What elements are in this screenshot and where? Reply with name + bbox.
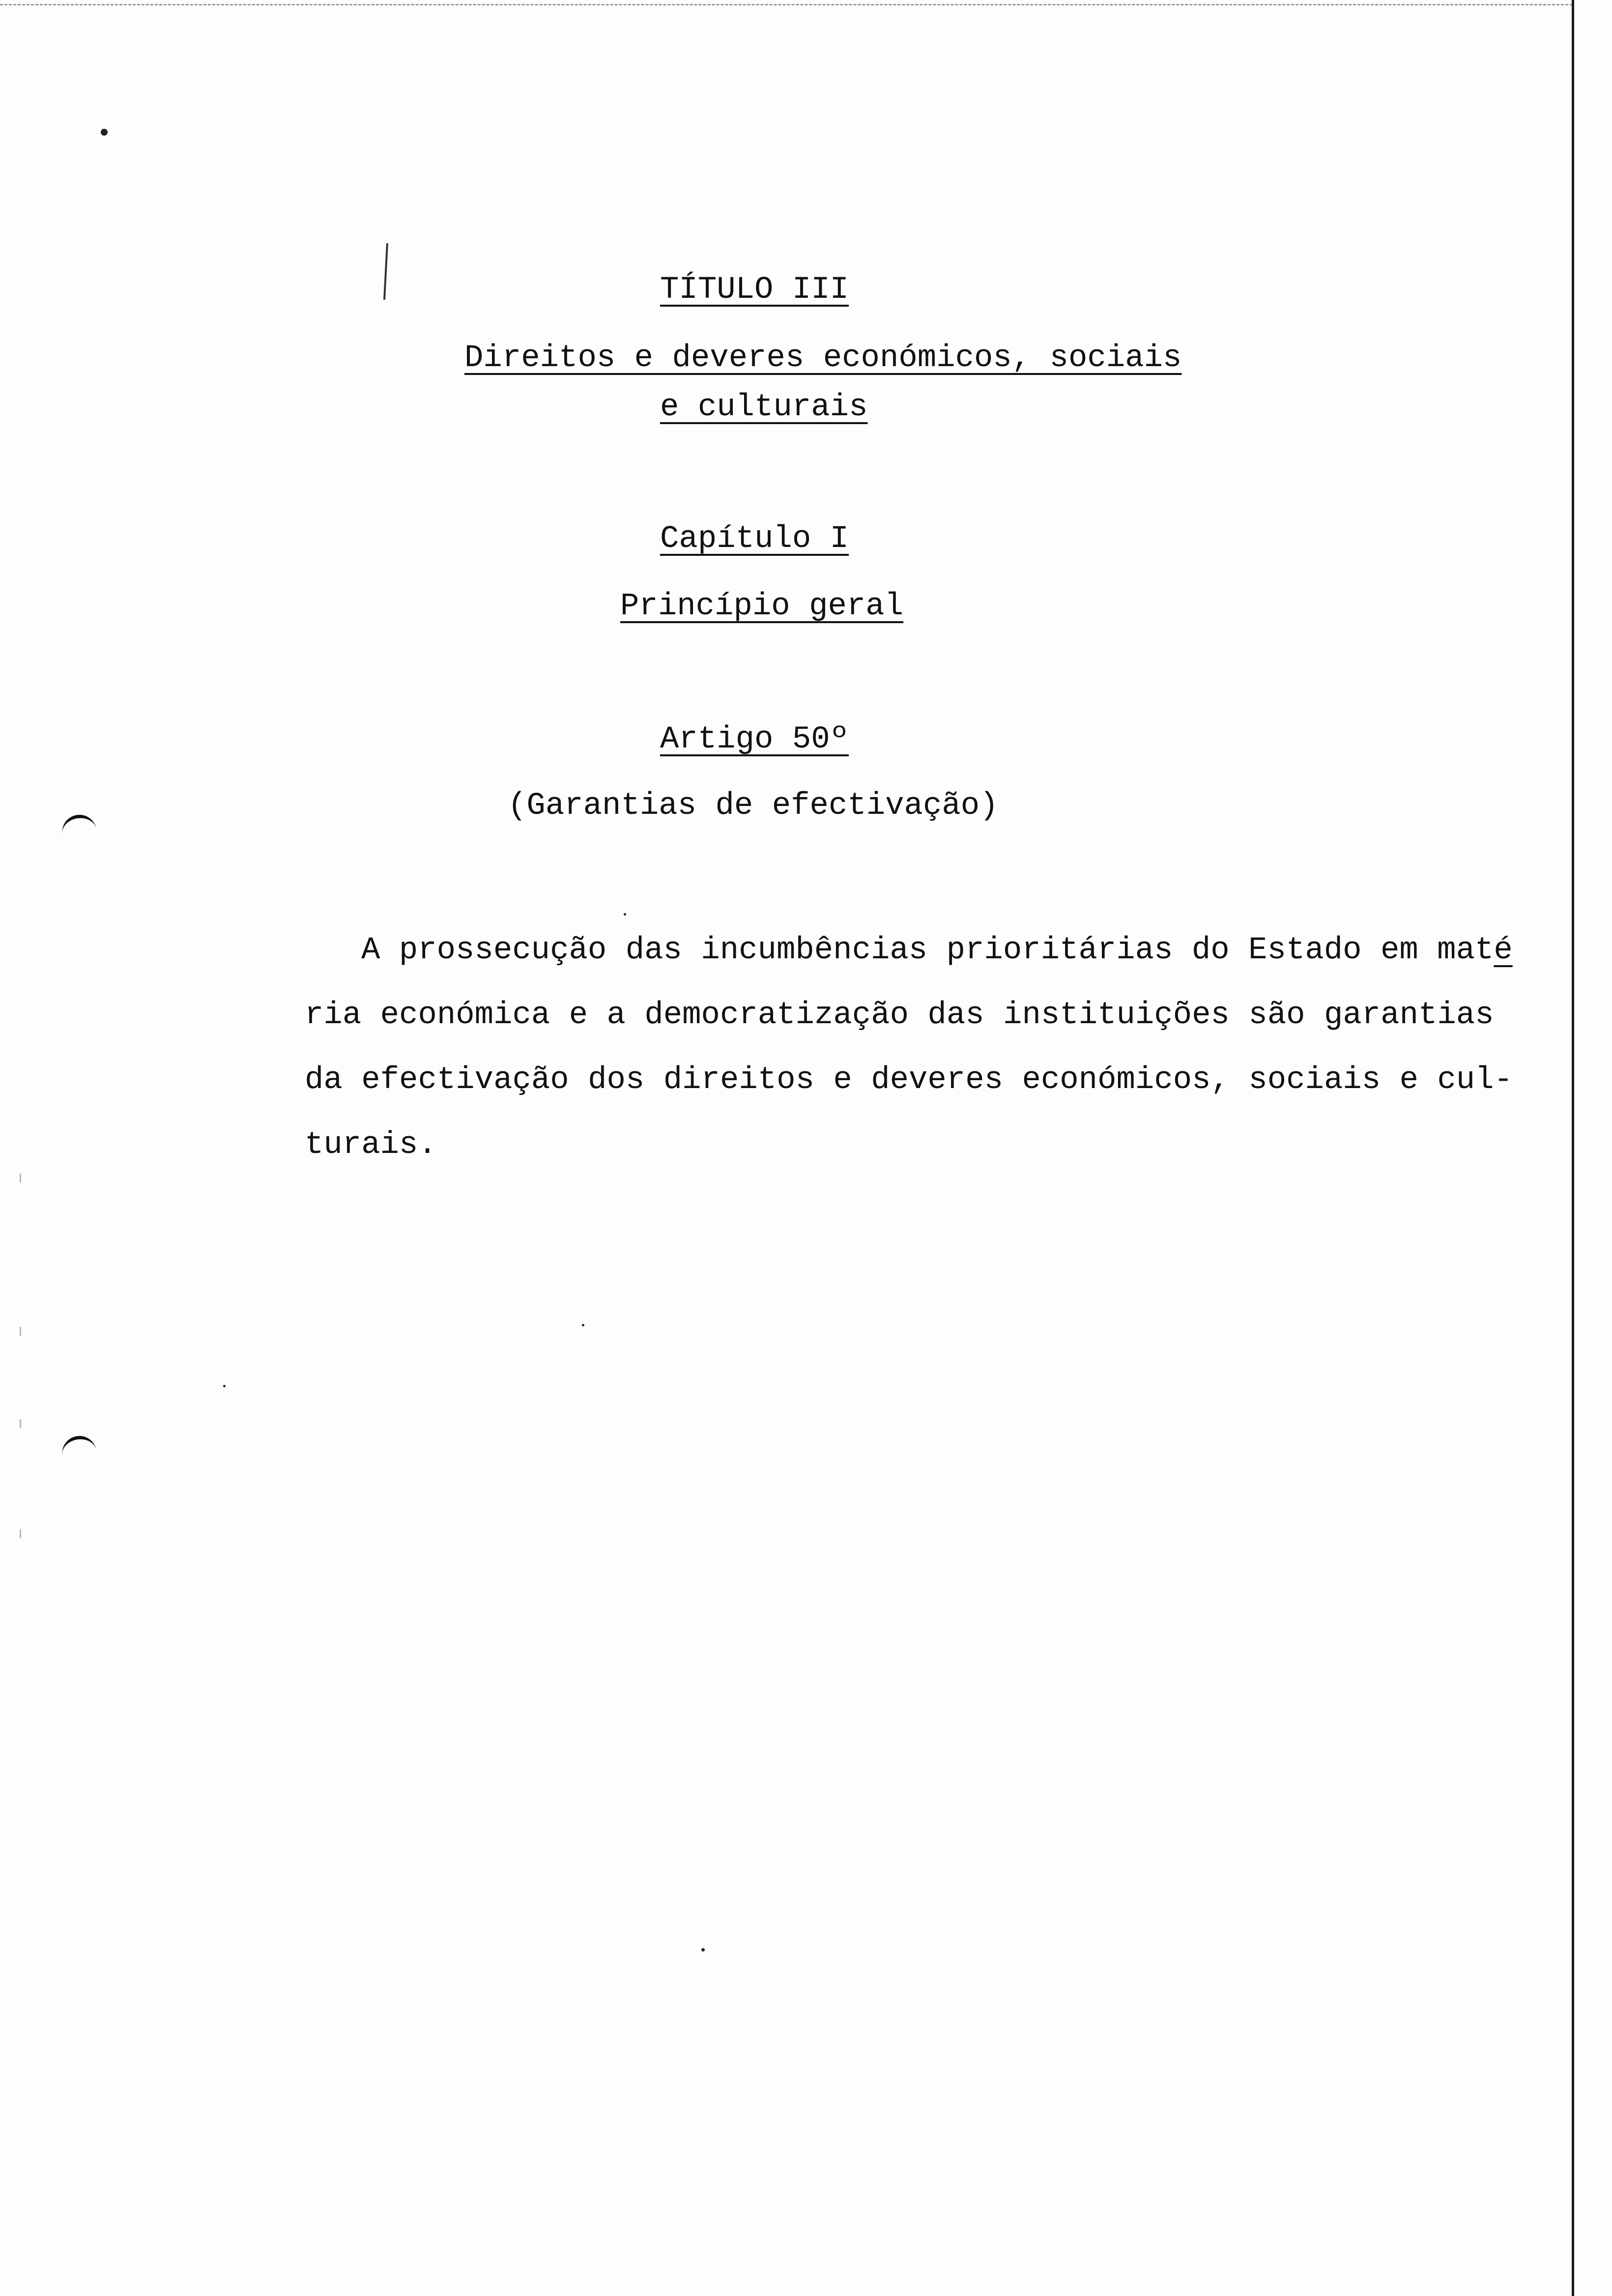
page-right-border bbox=[1572, 0, 1574, 2296]
title-subtitle-line1: Direitos e deveres económicos, sociais bbox=[464, 341, 1182, 376]
hole-punch-mark bbox=[60, 1434, 97, 1461]
body-line-text: A prossecução das incumbências prioritárias do Estado em mat bbox=[361, 933, 1494, 968]
scan-speck bbox=[223, 1385, 226, 1387]
body-line-hyphen-mark: é bbox=[1494, 933, 1513, 968]
article-subtitle: (Garantias de efectivação) bbox=[508, 788, 999, 824]
article-heading: Artigo 50º bbox=[660, 722, 849, 757]
scan-speck bbox=[101, 129, 108, 136]
body-line: da efectivação dos direitos e deveres económicos, sociais e cul- bbox=[305, 1062, 1513, 1098]
body-line: turais. bbox=[305, 1127, 437, 1163]
scan-speck bbox=[582, 1324, 584, 1326]
scan-stroke bbox=[383, 243, 388, 300]
hole-punch-mark bbox=[60, 812, 97, 840]
scan-speck bbox=[624, 913, 626, 916]
body-line: ria económica e a democratização das instituições são garantias bbox=[305, 998, 1494, 1033]
scan-tick bbox=[20, 1529, 21, 1538]
scan-tick bbox=[20, 1327, 21, 1336]
chapter-heading: Capítulo I bbox=[660, 521, 849, 557]
title-heading: TÍTULO III bbox=[660, 272, 849, 308]
chapter-subtitle: Princípio geral bbox=[620, 589, 904, 624]
title-subtitle-line2: e culturais bbox=[660, 390, 868, 425]
scan-tick bbox=[20, 1419, 21, 1428]
article-body-paragraph bbox=[305, 918, 1546, 1177]
page-top-edge bbox=[0, 4, 1573, 5]
scan-tick bbox=[20, 1174, 21, 1182]
scan-speck bbox=[701, 1948, 705, 1952]
body-line bbox=[305, 918, 1546, 983]
